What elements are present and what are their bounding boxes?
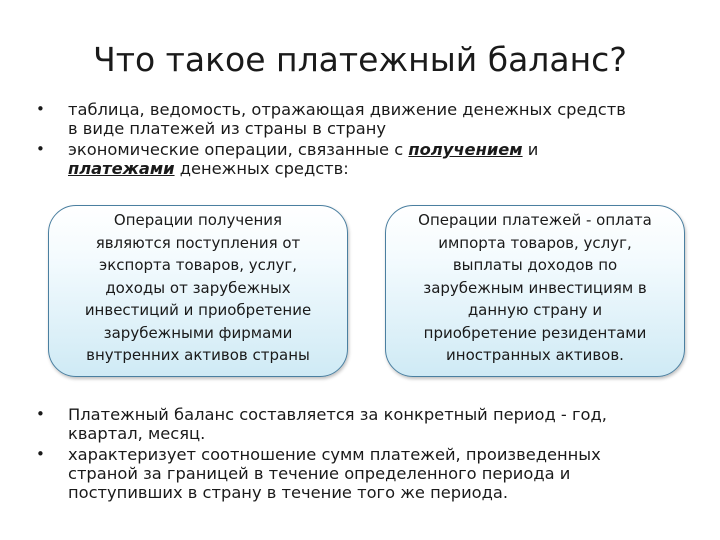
- bullet-definition: [30, 100, 690, 138]
- payments-box-line: выплаты доходов по: [452, 256, 618, 274]
- receipts-box-line: внутренних активов страны: [86, 346, 310, 364]
- bullet-definition-line1: таблица, ведомость, отражающая движение денежных средств: [68, 100, 626, 119]
- payments-box-line: Операции платежей - оплата: [418, 211, 652, 229]
- bottom-bullet-list: [30, 405, 690, 504]
- receipts-box-line: инвестиций и приобретение: [84, 301, 312, 319]
- bullet-operations-post: денежных средств:: [174, 159, 349, 178]
- bullet-operations-pre: экономические операции, связанные с: [68, 140, 409, 159]
- receipts-box: [48, 205, 348, 377]
- payments-box-line: импорта товаров, услуг,: [438, 233, 632, 252]
- bullet-period: [30, 405, 690, 443]
- bullet-ratio-line3: поступивших в страну в течение того же периода.: [68, 483, 509, 502]
- bullet-dot-icon: •: [36, 405, 45, 423]
- bullet-dot-icon: •: [36, 445, 45, 463]
- bullet-definition-line2: в виде платежей из страны в страну: [68, 119, 387, 138]
- bullet-ratio: [30, 445, 690, 502]
- bullet-operations-mid: и: [522, 140, 539, 159]
- bullet-ratio-line1: характеризует соотношение сумм платежей, произведенных: [68, 445, 601, 464]
- slide-title: Что такое платежный баланс?: [93, 40, 627, 79]
- bullet-dot-icon: •: [36, 100, 45, 118]
- emphasis-payments: платежами: [68, 159, 175, 178]
- bullet-operations: [30, 140, 690, 178]
- receipts-box-line: экспорта товаров, услуг,: [98, 256, 297, 274]
- top-bullet-list: [30, 100, 690, 180]
- receipts-box-line: Операции получения: [113, 211, 283, 229]
- receipts-box-line: являются поступления от: [95, 233, 301, 252]
- receipts-box-line: зарубежными фирмами: [103, 323, 293, 342]
- bullet-period-line2: квартал, месяц.: [68, 424, 206, 443]
- bullet-ratio-line2: страной за границей в течение определенного периода и: [68, 464, 571, 483]
- payments-box-line: приобретение резидентами: [423, 323, 647, 342]
- receipts-box-line: доходы от зарубежных: [105, 278, 291, 297]
- emphasis-receipt: получением: [408, 140, 523, 159]
- payments-box-line: данную страну и: [467, 301, 603, 319]
- bullet-period-line1: Платежный баланс составляется за конкретный период - год,: [68, 405, 607, 424]
- payments-box: [385, 205, 685, 377]
- payments-box-line: иностранных активов.: [446, 346, 624, 364]
- payments-box-line: зарубежным инвестициям в: [423, 278, 647, 297]
- bullet-dot-icon: •: [36, 140, 45, 158]
